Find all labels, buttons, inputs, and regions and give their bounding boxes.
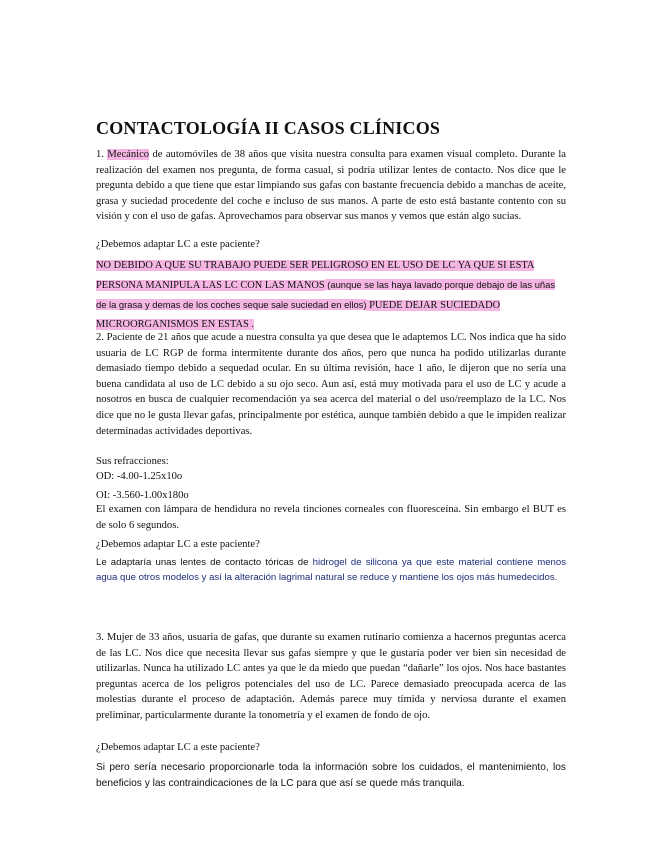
case1-number: 1.: [96, 149, 104, 160]
case1-paragraph: [96, 147, 566, 225]
case2-refraction-title: Sus refracciones:: [96, 456, 169, 467]
case1-answer-lower: (aunque se las haya lavado porque debajo de las uñas de la grasa y demas de los coches seque sale suciedad en ellos): [96, 279, 556, 310]
case1-text: de automóviles de 38 años que visita nuestra consulta para examen visual completo. Durante la realización del examen nos pregunta, de forma casual, si podría utilizar lentes de contacto. Nos dice que le pregunta debido a que tiene que estar limpiando sus gafas con bastante frecuencia debido a manchas de aceite, grasa y suciedad procedente del coche e incluso de sus manos. A parte de esto está bastante contento con su visión y con el uso de gafas. Aprovechamos para observar sus manos y vemos que están algo sucias.: [96, 149, 566, 223]
case3-paragraph: 3. Mujer de 33 años, usuaria de gafas, que durante su examen rutinario comienza a hacernos preguntas acerca de las LC. Nos dice que necesita llevar sus gafas siempre y que le gustaría poder ver bien sin necesidad de utilizarlas. Nunca ha utilizado LC antes ya que le da miedo que puedan “dañarle” los ojos. Nos hace bastantes preguntas acerca de los peligros potenciales del uso de LC. Parece demasiado preocupada acerca de las molestias durante el proceso de adaptación. Además parece muy tímida y nerviosa durante el examen preliminar, particularmente durante la tonometría y el examen de fondo de ojo.: [96, 632, 566, 721]
case2-answer: [96, 556, 566, 585]
case2-answer-start: Le adaptaría unas lentes de contacto tóricas de: [96, 557, 313, 568]
case1-answer: [96, 256, 566, 334]
case2-answer-rest: hidrogel de silicona ya que este material contiene menos agua que otros modelos y así la alteración lagrimal natural se reduce y mantiene los ojos más humedecidos.: [96, 557, 566, 583]
case3-question: ¿Debemos adaptar LC a este paciente?: [96, 742, 260, 753]
case2-question: ¿Debemos adaptar LC a este paciente?: [96, 539, 260, 550]
case2-exam: El examen con lámpara de hendidura no revela tinciones corneales con fluoresceína. Sin embargo el BUT es de solo 6 segundos.: [96, 504, 566, 531]
case2-paragraph: 2. Paciente de 21 años que acude a nuestra consulta ya que desea que le adaptemos LC. Nos indica que ha sido usuaria de LC RGP de forma intermitente durante dos años, pero que nunca ha podido utilizarlas durante demasiado tiempo debido a sequedad ocular. En su última revisión, hace 1 año, le dijeron que no sería una buena candidata al uso de LC debido a su ojo seco. Aun así, está muy motivada para el uso de LC y acude a nosotros en busca de cualquier recomendación ya sea acerca del material o del uso/reemplazo de la LC. Nos dice que no le gusta llevar gafas, principalmente por estética, aunque también debido a que le impiden realizar determinadas actividades deportivas.: [96, 332, 566, 437]
case1-question: ¿Debemos adaptar LC a este paciente?: [96, 239, 260, 250]
case1-answer-caps1: NO DEBIDO A QUE SU TRABAJO PUEDE SER PELIGROSO EN EL USO DE LC YA QUE SI ESTA PERSONA MANIPULA LAS LC CON LAS MANOS: [96, 260, 535, 291]
case1-answer-caps2: PUEDE DEJAR SUCIEDADO MICROORGANISMOS EN ESTAS .: [96, 300, 501, 330]
case2-od: OD: -4.00-1.25x10o: [96, 471, 183, 482]
document-title: CONTACTOLOGÍA II CASOS CLÍNICOS: [96, 118, 441, 138]
case2-oi: OI: -3.560-1.00x180o: [96, 490, 189, 501]
case3-answer: Si pero sería necesario proporcionarle toda la información sobre los cuidados, el mantenimiento, los beneficios y las contraindicaciones de la LC para que así se quede más tranquila.: [96, 762, 566, 789]
case1-highlight: Mecánico: [107, 149, 150, 160]
